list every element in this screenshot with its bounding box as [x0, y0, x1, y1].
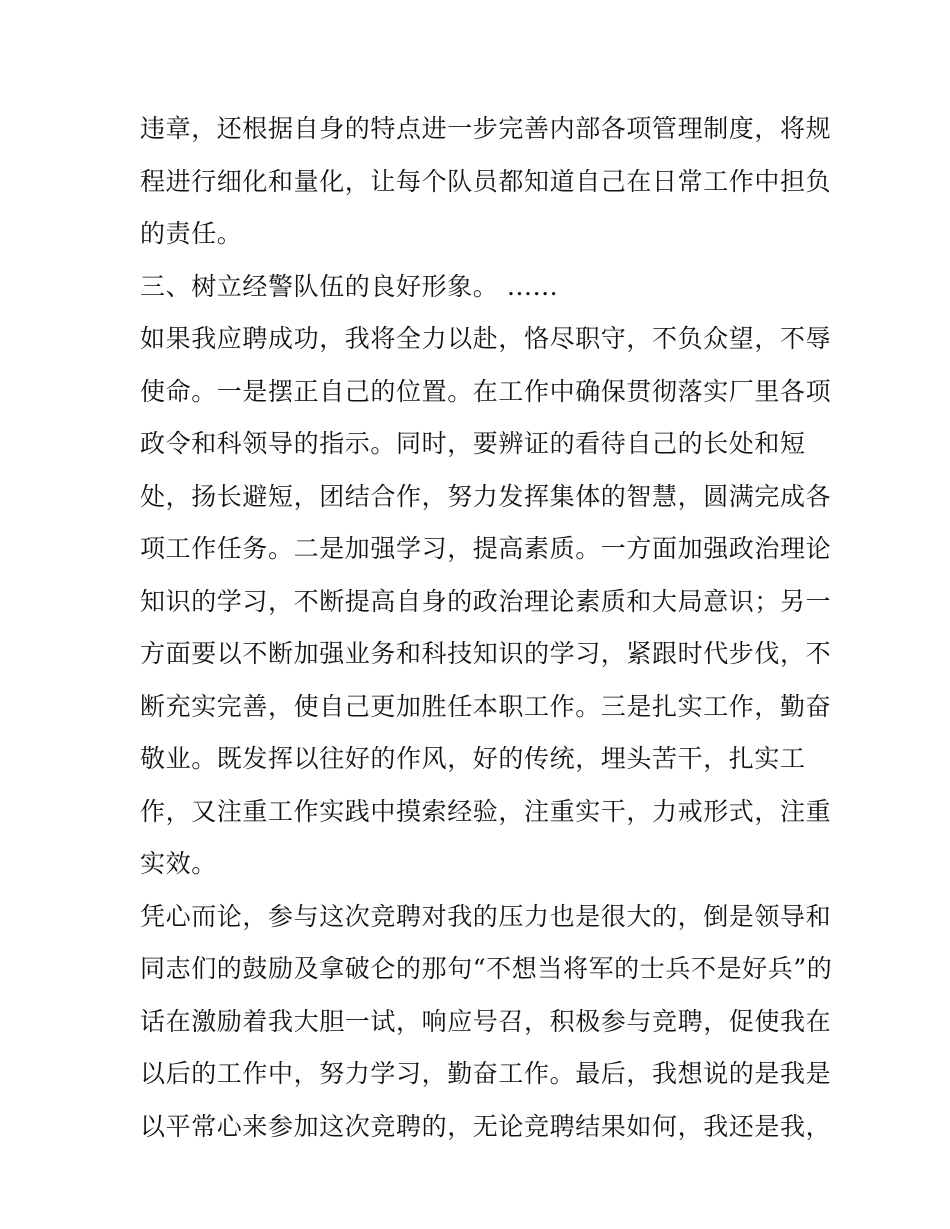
text-line: 凭心而论，参与这次竞聘对我的压力也是很大的，倒是领导和 [140, 901, 832, 931]
text-line: 实效。 [140, 849, 217, 878]
text-line: 项工作任务。二是加强学习，提高素质。一方面加强政治理论 [140, 534, 832, 563]
text-line: 知识的学习，不断提高自身的政治理论素质和大局意识；另一 [140, 586, 832, 616]
text-line: 断充实完善，使自己更加胜任本职工作。三是扎实工作，勤奋 [140, 691, 832, 721]
text-line: 政令和科领导的指示。同时，要辨证的看待自己的长处和短 [140, 429, 806, 458]
text-line: 违章，还根据自身的特点进一步完善内部各项管理制度，将规 [140, 114, 832, 143]
text-line: 话在激励着我大胆一试，响应号召，积极参与竞聘，促使我在 [140, 1006, 832, 1036]
text-line: 处，扬长避短，团结合作，努力发挥集体的智慧，圆满完成各 [140, 481, 832, 511]
text-line: 方面要以不断加强业务和科技知识的学习，紧跟时代步伐，不 [140, 639, 832, 668]
text-line: 如果我应聘成功，我将全力以赴，恪尽职守，不负众望，不辱 [140, 324, 832, 353]
section-heading: 三、树立经警队伍的良好形象。 ...... [140, 271, 559, 301]
text-line: 程进行细化和量化，让每个队员都知道自己在日常工作中担负 [140, 166, 832, 196]
text-line: 作，又注重工作实践中摸索经验，注重实干，力戒形式，注重 [140, 796, 832, 826]
text-line: 敬业。既发挥以往好的作风，好的传统，埋头苦干，扎实工 [140, 744, 806, 773]
text-line: 以后的工作中，努力学习，勤奋工作。最后，我想说的是我是 [140, 1059, 832, 1088]
text-line: 的责任。 [140, 219, 243, 248]
text-line: 使命。一是摆正自己的位置。在工作中确保贯彻落实厂里各项 [140, 376, 832, 406]
text-line: 同志们的鼓励及拿破仑的那句“不想当将军的士兵不是好兵”的 [140, 954, 833, 983]
body-text [140, 103, 833, 1153]
text-line: 以平常心来参加这次竞聘的，无论竞聘结果如何，我还是我， [140, 1111, 832, 1141]
